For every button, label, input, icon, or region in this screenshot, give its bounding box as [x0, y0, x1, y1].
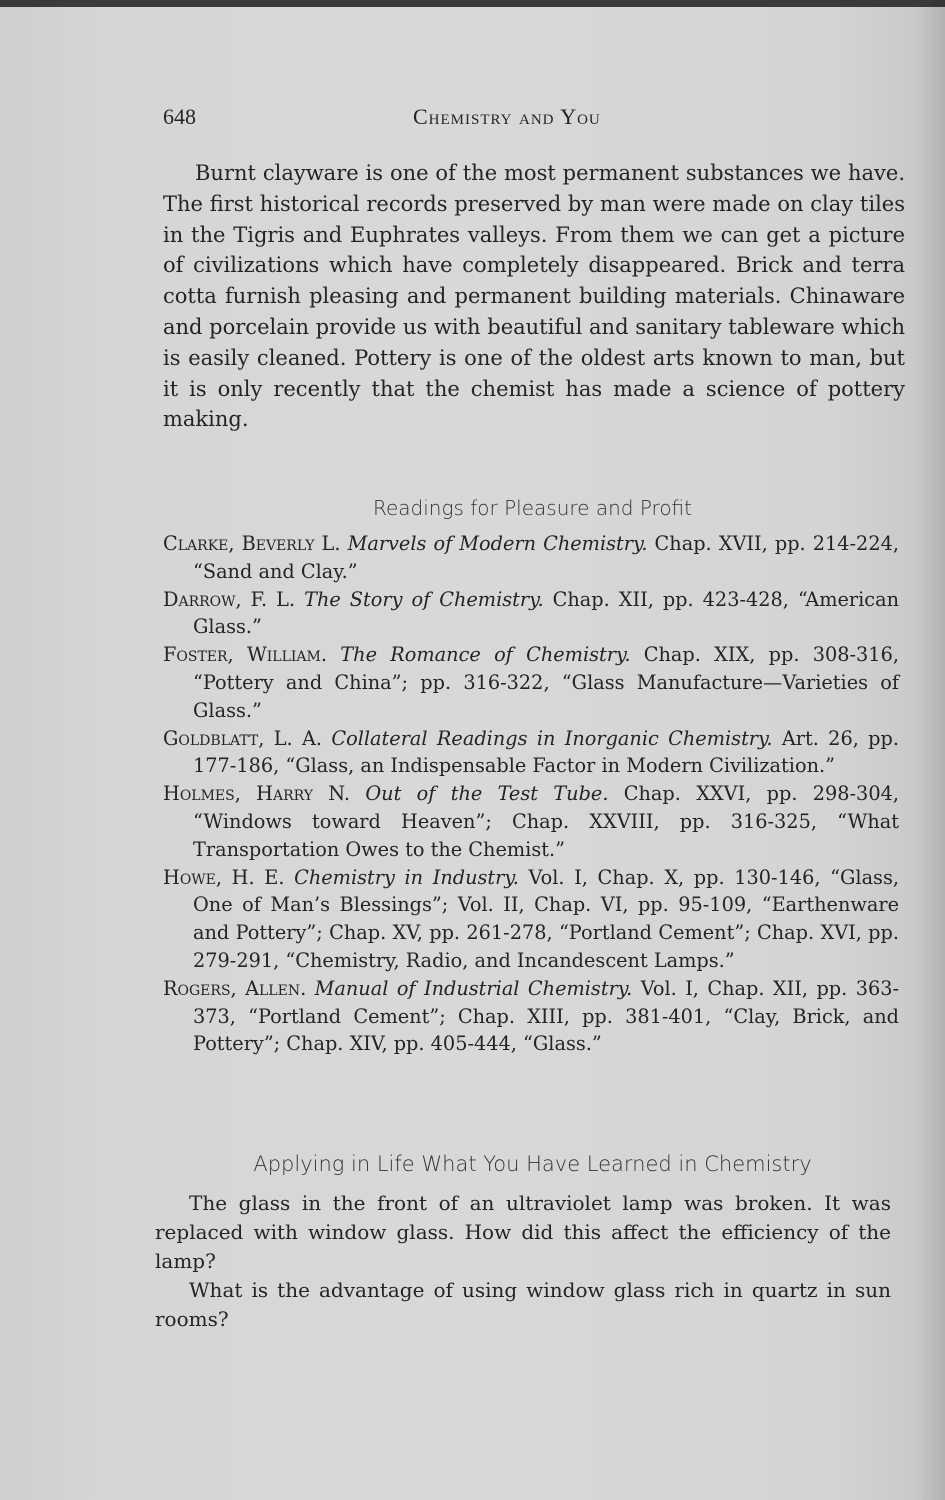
applying-heading: Applying in Life What You Have Learned in Chemistry	[253, 1152, 812, 1176]
reading-details: Vol. I, Chap. XII, pp. 363-373, “Portland Cement”; Chap. XIII, pp. 381-401, “Clay, Brick, and Pottery”; Chap. XIV, pp. 405-444, “Glass.”	[193, 976, 900, 1056]
reading-details: Chap. XXVI, pp. 298-304, “Windows toward Heaven”; Chap. XXVIII, pp. 316-325, “What Transportation Owes to the Chemist.”	[193, 782, 899, 861]
reading-entry	[163, 725, 899, 781]
reading-details: Chap. XIX, pp. 308-316, “Pottery and China”; pp. 316-322, “Glass Manufacture—Varieties of Glass.”	[193, 643, 899, 722]
readings-heading: Readings for Pleasure and Profit	[373, 496, 692, 520]
reading-entry	[163, 864, 899, 975]
reading-author: Foster, William.	[163, 643, 328, 667]
reading-author: Rogers, Allen.	[163, 976, 307, 1000]
reading-author: Clarke, Beverly L.	[163, 532, 341, 555]
reading-title: The Romance of Chemistry.	[340, 643, 631, 667]
reading-entry	[163, 641, 899, 724]
reading-entry	[163, 975, 899, 1058]
reading-details: Chap. XVII, pp. 214-224, “Sand and Clay.”	[193, 532, 899, 583]
reading-author: Darrow, F. L.	[163, 587, 296, 611]
reading-details: Art. 26, pp. 177-186, “Glass, an Indispensable Factor in Modern Civilization.”	[193, 726, 899, 778]
intro-paragraph: Burnt clayware is one of the most permanent substances we have. The first historical records preserved by man were made on clay tiles in the Tigris and Euphrates valleys. From them we can get a picture of civilizations which have completely disappeared. Brick and terra cotta furnish pleasing and permanent building materials. Chinaware and porcelain provide us with beautiful and sanitary tableware which is easily cleaned. Pottery is one of the oldest arts known to man, but it is only recently that the chemist has made a science of pottery making.	[163, 161, 905, 432]
reading-title: Marvels of Modern Chemistry.	[347, 532, 648, 555]
binding-shadow	[915, 0, 945, 1500]
question: What is the advantage of using window glass rich in quartz in sun rooms?	[155, 1278, 891, 1331]
reading-details: Chap. XII, pp. 423-428, “American Glass.”	[193, 587, 899, 639]
page-number: 648	[163, 104, 196, 129]
reading-title: Collateral Readings in Inorganic Chemistry.	[331, 726, 773, 750]
question: The glass in the front of an ultraviolet lamp was broken. It was replaced with window glass. How did this affect the efficiency of the lamp?	[155, 1191, 891, 1273]
reading-entry	[163, 780, 899, 863]
reading-author: Howe, H. E.	[163, 865, 285, 889]
applying-questions	[155, 1189, 891, 1334]
reading-entry	[163, 586, 899, 642]
page-header	[163, 104, 903, 136]
page-top-edge	[0, 0, 945, 7]
readings-list	[163, 530, 899, 1058]
reading-details: Vol. I, Chap. X, pp. 130-146, “Glass, One of Man’s Blessings”; Vol. II, Chap. VI, pp. 95-109, “Earthenware and Pottery”; Chap. XV, pp. 261-278, “Portland Cement”; Chap. XVI, pp. 279-291, “Chemistry, Radio, and Incandescent Lamps.”	[193, 865, 899, 972]
reading-title: The Story of Chemistry.	[304, 587, 544, 611]
reading-title: Manual of Industrial Chemistry.	[314, 976, 633, 1000]
reading-title: Chemistry in Industry.	[294, 865, 519, 889]
running-title: Chemistry and You	[413, 104, 601, 129]
reading-author: Goldblatt, L. A.	[163, 726, 323, 750]
reading-title: Out of the Test Tube.	[365, 782, 609, 806]
reading-entry	[163, 530, 899, 586]
reading-author: Holmes, Harry N.	[163, 782, 351, 806]
